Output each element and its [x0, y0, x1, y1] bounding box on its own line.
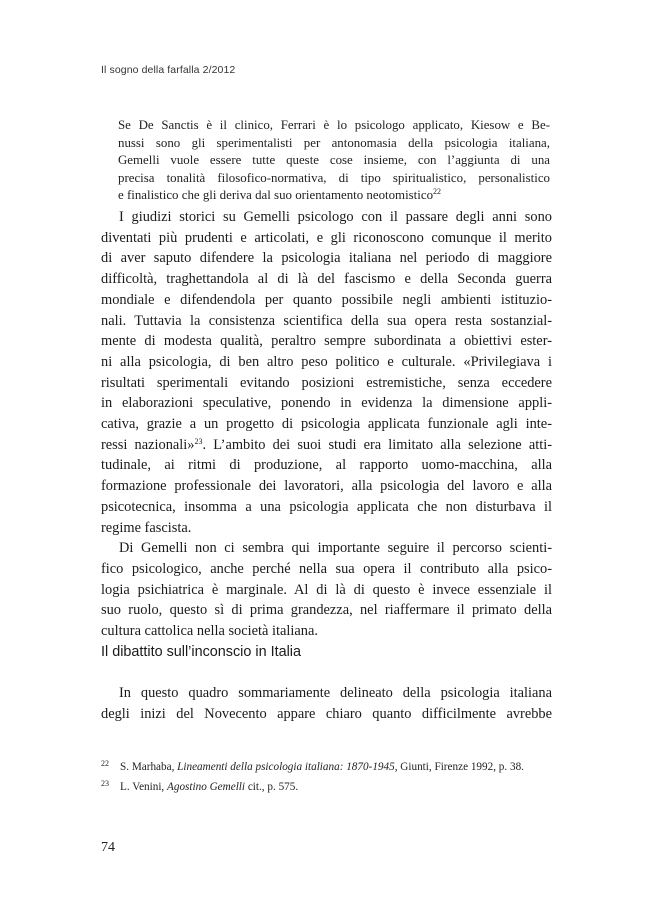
paragraph-line: ni alla psicologia, di ben altro peso politico e culturale. «Privilegiava i [101, 353, 552, 370]
paragraph-line: mente di modesta qualità, peraltro sempre subordinata a obiettivi ester- [101, 333, 552, 350]
running-header: Il sogno della farfalla 2/2012 [101, 64, 236, 76]
paragraph-line: tudinale, ai ritmi di produzione, al rapporto uomo-macchina, alla [101, 457, 552, 474]
section-heading: Il dibattito sull’inconscio in Italia [101, 644, 301, 660]
footnote-text [120, 757, 524, 777]
line-text: . L’ambito dei suoi studi era limitato alla selezione atti- [202, 436, 552, 453]
paragraph-line: Di Gemelli non ci sembra qui importante seguire il percorso scienti- [119, 540, 552, 557]
paragraph-line: diventati più prudenti e articolati, e gli riconoscono comunque il merito [101, 229, 552, 246]
footnote-ref-23[interactable]: 23 [194, 436, 203, 446]
footnote-23 [101, 777, 553, 797]
quote-line: Gemelli vuole essere tutte queste cose insieme, con l’aggiunta di una [118, 153, 550, 167]
quote-line: nussi sono gli sperimentalisti per antonomasia della psicologia italiana, [118, 135, 550, 150]
paragraph-line: degli inizi del Novecento appare chiaro quanto difficilmente avrebbe [101, 705, 552, 722]
paragraph-line: I giudizi storici su Gemelli psicologo con il passare degli anni sono [119, 209, 552, 225]
footnote-title: Agostino Gemelli [167, 781, 246, 793]
paragraph-line-with-note [101, 435, 552, 456]
footnote-22 [101, 757, 553, 777]
block-quote [118, 117, 550, 205]
footnote-details: cit., p. 575. [245, 781, 299, 793]
paragraph-line: risultati sperimentali evitando posizioni estremistiche, senza eccedere [101, 374, 552, 391]
footnote-number: 23 [101, 779, 109, 788]
page-number: 74 [101, 840, 115, 855]
footnote-number: 22 [101, 759, 109, 768]
footnote-details: , Giunti, Firenze 1992, p. 38. [394, 761, 524, 773]
paragraph-line: formazione professionale dei lavoratori, alla psicologia del lavoro e alla [101, 478, 552, 495]
paragraph-line: fico psicologico, anche perché nella sua opera il contributo alla psico- [101, 560, 552, 577]
paragraph-line: psicotecnica, insomma a una psicologia applicata che non disturbava il [101, 498, 552, 515]
paragraph-line: logia psichiatrica è marginale. Al di là di questo è invece essenziale il [101, 581, 552, 598]
footnote-ref-22[interactable]: 22 [433, 187, 442, 196]
paragraph-line: cativa, grazie a un progetto di psicologia applicata funzionale agli inte- [101, 416, 552, 433]
paragraph-line: mondiale e difendendola per quanto possibile negli ambienti istituzio- [101, 291, 552, 308]
paragraph-line: nali. Tuttavia la consistenza scientifica della sua opera resta sostanzial- [101, 312, 552, 329]
footnote-title: Lineamenti della psicologia italiana: 1870-1945 [177, 761, 395, 773]
body-text-section [101, 683, 552, 724]
paragraph-line: in elaborazioni speculative, ponendo in evidenza la dimensione appli- [101, 395, 552, 412]
footnote-author: L. Venini, [120, 781, 168, 793]
quote-line: precisa tonalità filosofico-normativa, di tipo spiritualistico, personalistico [118, 170, 550, 185]
quote-line: Se De Sanctis è il clinico, Ferrari è lo psicologo applicato, Kiesow e Be- [118, 118, 550, 132]
body-text [101, 207, 552, 642]
paragraph-line: difficoltà, traghettandola al di là del fascismo e della Seconda guerra [101, 271, 552, 288]
footnotes [101, 757, 553, 797]
paragraph-line: regime fascista. [101, 519, 192, 536]
footnote-author: S. Marhaba, [120, 761, 178, 773]
quote-line-text: e finalistico che gli deriva dal suo orientamento neotomistico [118, 188, 434, 202]
paragraph-line: cultura cattolica nella società italiana. [101, 623, 318, 640]
line-text: ressi nazionali» [101, 436, 195, 453]
paragraph-line: In questo quadro sommariamente delineato della psicologia italiana [119, 685, 552, 701]
paragraph-line: suo ruolo, questo sì di prima grandezza, nel riaffermare il primato della [101, 602, 552, 619]
paragraph-line: di aver saputo difendere la psicologia italiana nel periodo di maggiore [101, 250, 552, 267]
footnote-text [120, 777, 298, 797]
quote-line-last [118, 187, 550, 205]
